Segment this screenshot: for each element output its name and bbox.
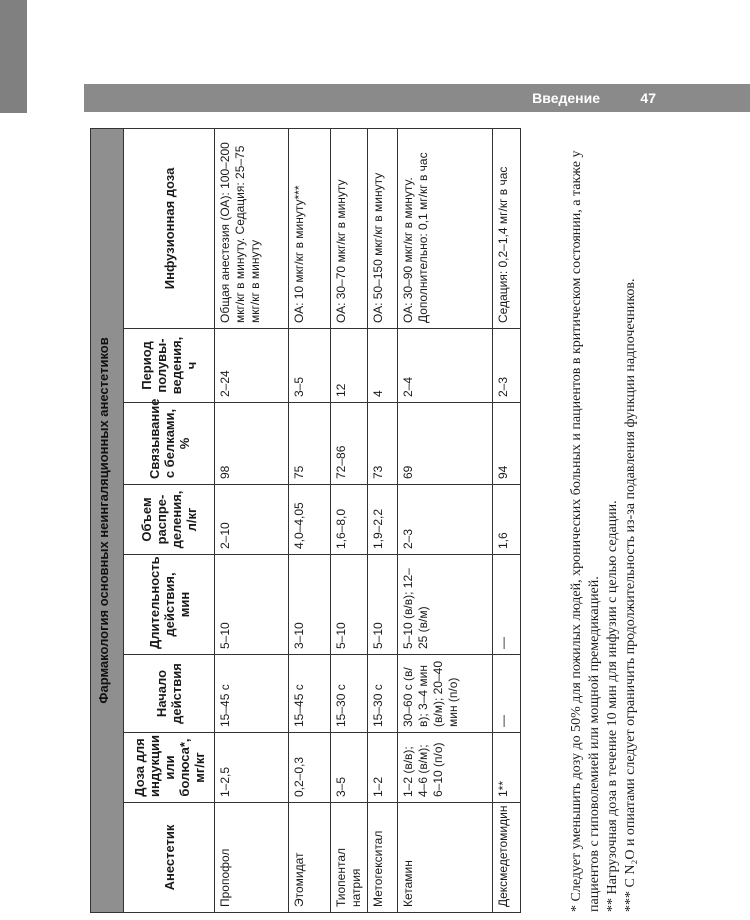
infusion-cell: Общая анестезия (ОА): 100–200 мкг/кг в минуту. Седация: 25–75 мкг/кг в минуту bbox=[215, 128, 289, 328]
table-row bbox=[215, 128, 289, 912]
onset-cell: 15–45 с bbox=[289, 655, 331, 733]
binding-cell: 69 bbox=[398, 403, 493, 485]
halflife-cell: 2–24 bbox=[215, 329, 289, 403]
vd-cell: 1,9–2,2 bbox=[368, 485, 398, 555]
column-header: Период полувы-ведения, ч bbox=[124, 329, 215, 403]
dose-cell: 1–2,5 bbox=[215, 733, 289, 803]
drug-cell: Дексмедетомидин bbox=[493, 803, 521, 913]
drug-cell: Кетамин bbox=[398, 803, 493, 913]
column-header: Начало действия bbox=[124, 655, 215, 733]
halflife-cell: 2–3 bbox=[493, 329, 521, 403]
halflife-cell: 2–4 bbox=[398, 329, 493, 403]
duration-cell: — bbox=[493, 555, 521, 655]
dose-cell: 1–2 (в/в); 4–6 (в/м); 6–10 (п/о) bbox=[398, 733, 493, 803]
infusion-cell: ОА: 30–70 мкг/кг в минуту bbox=[331, 128, 368, 328]
footnotes bbox=[568, 130, 748, 912]
infusion-cell: ОА: 50–150 мкг/кг в минуту bbox=[368, 128, 398, 328]
halflife-cell: 3–5 bbox=[289, 329, 331, 403]
dose-cell: 1–2 bbox=[368, 733, 398, 803]
drug-cell: Этомидат bbox=[289, 803, 331, 913]
table-row bbox=[289, 128, 331, 912]
halflife-cell: 12 bbox=[331, 329, 368, 403]
column-header: Доза для индукции или болюса*, мг/кг bbox=[124, 733, 215, 803]
running-header bbox=[84, 84, 750, 112]
vd-cell: 2–3 bbox=[398, 485, 493, 555]
column-header: Объем распре-деления, л/кг bbox=[124, 485, 215, 555]
pharmacology-table bbox=[90, 128, 521, 913]
page-number: 47 bbox=[640, 90, 656, 106]
duration-cell: 5–10 (в/в); 12–25 (в/м) bbox=[398, 555, 493, 655]
table-header-row bbox=[124, 128, 215, 912]
vd-cell: 1,6 bbox=[493, 485, 521, 555]
table-row bbox=[331, 128, 368, 912]
binding-cell: 98 bbox=[215, 403, 289, 485]
table-row bbox=[398, 128, 493, 912]
halflife-cell: 4 bbox=[368, 329, 398, 403]
onset-cell: 15–45 с bbox=[215, 655, 289, 733]
onset-cell: 15–30 с bbox=[331, 655, 368, 733]
infusion-cell: ОА: 30–90 мкг/кг в минуту. Дополнительно: 0,1 мг/кг в час bbox=[398, 128, 493, 328]
vd-cell: 2–10 bbox=[215, 485, 289, 555]
column-header: Связывание с белками, % bbox=[124, 403, 215, 485]
table-caption: Фармакология основных неингаляционных анестетиков bbox=[91, 128, 124, 912]
infusion-cell: ОА: 10 мкг/кг в минуту*** bbox=[289, 128, 331, 328]
chapter-tab bbox=[0, 0, 27, 113]
footnote: * Следует уменьшить дозу до 50% для пожилых людей, хронических больных и пациентов в критическом состоянии, а также у пациентов с гиповолемией или мощной премедикацией. bbox=[569, 150, 602, 912]
dose-cell: 0,2–0,3 bbox=[289, 733, 331, 803]
table-row bbox=[368, 128, 398, 912]
binding-cell: 73 bbox=[368, 403, 398, 485]
drug-cell: Метогекситал bbox=[368, 803, 398, 913]
binding-cell: 72–86 bbox=[331, 403, 368, 485]
onset-cell: 30–60 с (в/в); 3–4 мин (в/м); 20–40 мин (п/о) bbox=[398, 655, 493, 733]
column-header: Длительность действия, мин bbox=[124, 555, 215, 655]
drug-cell: Тиопентал натрия bbox=[331, 803, 368, 913]
column-header: Инфузионная доза bbox=[124, 128, 215, 328]
column-header: Анестетик bbox=[124, 803, 215, 913]
table-row bbox=[493, 128, 521, 912]
footnote: *** С N₂O и опиатами следует ограничить продолжительность из-за подавления функции надпочечников. bbox=[623, 278, 638, 912]
dose-cell: 3–5 bbox=[331, 733, 368, 803]
drug-cell: Пропофол bbox=[215, 803, 289, 913]
dose-cell: 1** bbox=[493, 733, 521, 803]
duration-cell: 5–10 bbox=[215, 555, 289, 655]
duration-cell: 3–10 bbox=[289, 555, 331, 655]
vd-cell: 1,6–8,0 bbox=[331, 485, 368, 555]
section-title: Введение bbox=[532, 90, 600, 106]
vd-cell: 4,0–4,05 bbox=[289, 485, 331, 555]
rotated-table-container bbox=[90, 129, 554, 913]
onset-cell: — bbox=[493, 655, 521, 733]
duration-cell: 5–10 bbox=[368, 555, 398, 655]
onset-cell: 15–30 с bbox=[368, 655, 398, 733]
binding-cell: 94 bbox=[493, 403, 521, 485]
duration-cell: 5–10 bbox=[331, 555, 368, 655]
binding-cell: 75 bbox=[289, 403, 331, 485]
footnote: ** Нагрузочная доза в течение 10 мин для инфузии с целью седации. bbox=[605, 500, 620, 912]
infusion-cell: Седация: 0,2–1,4 мг/кг в час bbox=[493, 128, 521, 328]
